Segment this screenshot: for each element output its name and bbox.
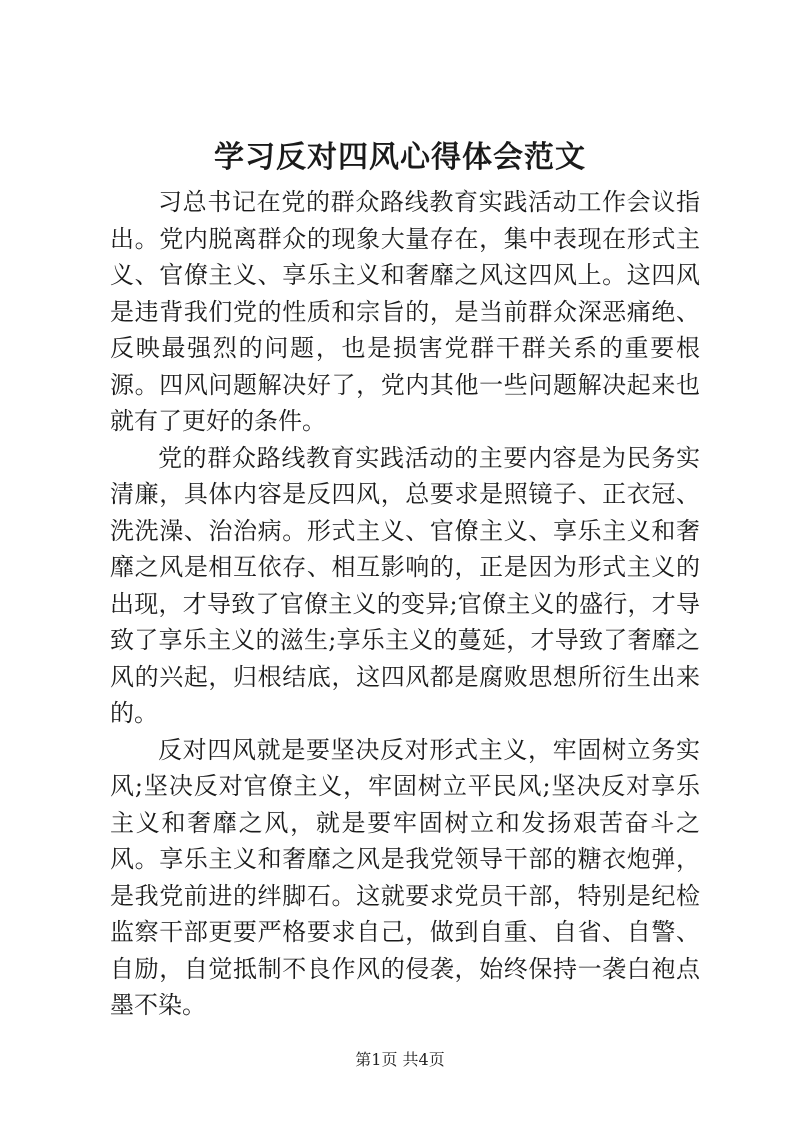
document-body	[110, 184, 700, 1024]
document-title: 学习反对四风心得体会范文	[214, 140, 586, 175]
paragraph: 党的群众路线教育实践活动的主要内容是为民务实清廉，具体内容是反四风，总要求是照镜子、正衣冠、洗洗澡、治治病。形式主义、官僚主义、享乐主义和奢靡之风是相互依存、相互影响的，正是因为形式主义的出现，才导致了官僚主义的变异;官僚主义的盛行，才导致了享乐主义的滋生;享乐主义的蔓延，才导致了奢靡之风的兴起，归根结底，这四风都是腐败思想所衍生出来的。	[110, 443, 700, 727]
paragraph: 反对四风就是要坚决反对形式主义，牢固树立务实风;坚决反对官僚主义，牢固树立平民风;坚决反对享乐主义和奢靡之风，就是要牢固树立和发扬艰苦奋斗之风。享乐主义和奢靡之风是我党领导干部的糖衣炮弹，是我党前进的绊脚石。这就要求党员干部，特别是纪检监察干部更要严格要求自己，做到自重、自省、自警、自励，自觉抵制不良作风的侵袭，始终保持一袭白袍点墨不染。	[110, 735, 700, 1019]
page-footer: 第1页 共4页	[355, 1050, 445, 1069]
paragraph: 习总书记在党的群众路线教育实践活动工作会议指出。党内脱离群众的现象大量存在，集中表现在形式主义、官僚主义、享乐主义和奢靡之风这四风上。这四风是违背我们党的性质和宗旨的，是当前群众深恶痛绝、反映最强烈的问题，也是损害党群干群关系的重要根源。四风问题解决好了，党内其他一些问题解决起来也就有了更好的条件。	[110, 188, 700, 435]
